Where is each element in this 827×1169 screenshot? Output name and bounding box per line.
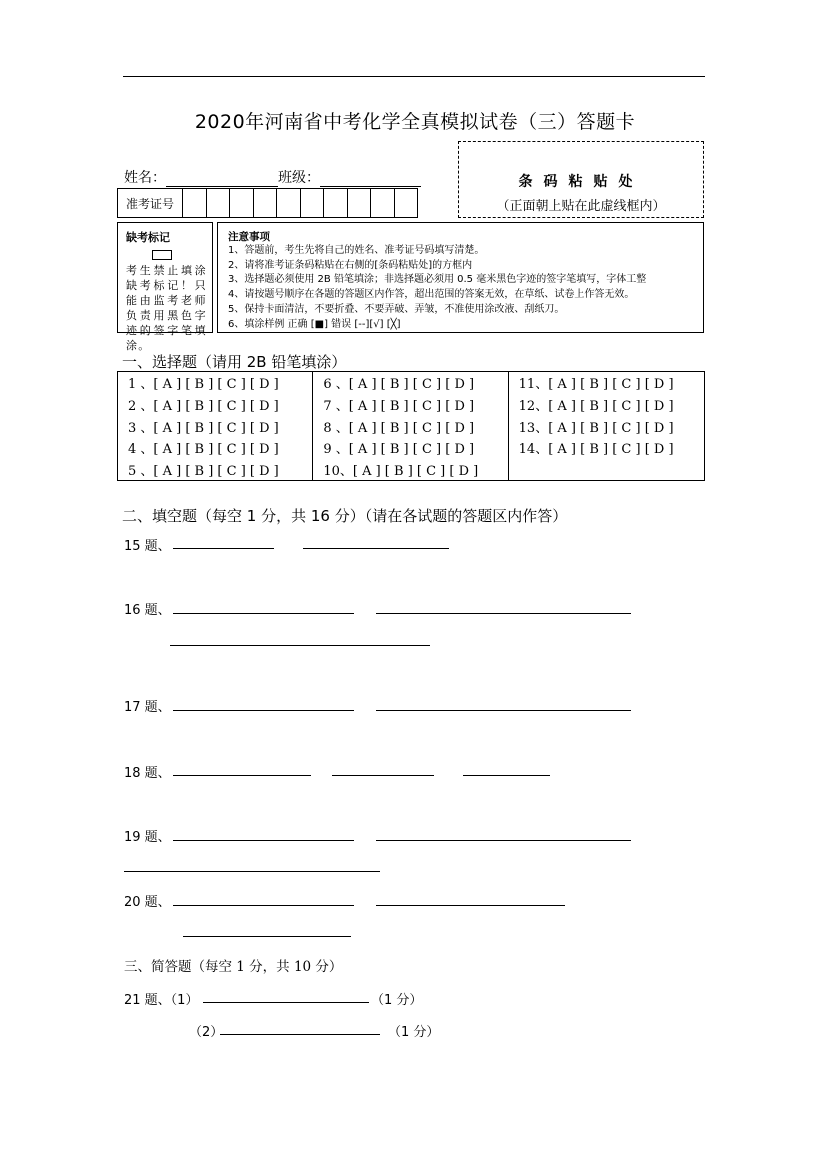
notes-heading: 注意事项 [228, 231, 270, 243]
notes-item: 4、请按题号顺序在各题的答题区内作答，超出范围的答案无效，在草纸、试卷上作答无效。 [228, 289, 635, 301]
q16-blank[interactable] [376, 613, 631, 614]
q17-blank[interactable] [173, 710, 354, 711]
barcode-title: 条码粘贴处 [518, 174, 644, 190]
q15-blank[interactable] [303, 548, 449, 549]
exam-id-grid [117, 188, 418, 218]
absent-heading: 缺考标记 [126, 231, 170, 244]
exam-id-cell[interactable] [395, 189, 418, 217]
choice-row[interactable]: 7 、[ A ] [ B ] [ C ] [ D ] [323, 398, 475, 414]
q21-sub-label: （2） [189, 1025, 224, 1040]
exam-id-cell[interactable] [183, 189, 207, 217]
notes-box [217, 222, 704, 333]
choice-row[interactable]: 4 、[ A ] [ B ] [ C ] [ D ] [128, 442, 279, 458]
name-row [124, 167, 421, 187]
q19-blank[interactable] [124, 871, 380, 872]
choice-row[interactable]: 5 、[ A ] [ B ] [ C ] [ D ] [128, 464, 279, 480]
exam-id-cell[interactable] [324, 189, 348, 217]
top-rule [123, 76, 705, 77]
choice-column [118, 372, 313, 480]
exam-id-cell[interactable] [230, 189, 254, 217]
q19-label: 19 题、 [124, 830, 171, 845]
name-field[interactable] [166, 172, 278, 187]
q16-blank[interactable] [170, 645, 430, 646]
exam-id-cell[interactable] [207, 189, 231, 217]
exam-id-cell[interactable] [371, 189, 395, 217]
choice-row[interactable]: 10、[ A ] [ B ] [ C ] [ D ] [323, 464, 479, 480]
q19-blank[interactable] [376, 840, 631, 841]
notes-item: 2、请将准考证条码粘贴在右侧的[条码粘贴处]的方框内 [228, 259, 473, 271]
section1-title: 一、选择题（请用 2B 铅笔填涂） [122, 353, 347, 371]
exam-id-cell[interactable] [254, 189, 278, 217]
choice-column [509, 372, 704, 480]
choice-grid [117, 371, 705, 481]
exam-id-label: 准考证号 [118, 189, 183, 217]
q20-blank[interactable] [183, 936, 351, 937]
q17-blank[interactable] [376, 710, 631, 711]
absent-checkbox[interactable] [152, 250, 172, 260]
barcode-subtitle: （正面朝上贴在此虚线框内） [496, 199, 666, 214]
q18-blank[interactable] [173, 775, 311, 776]
q15-blank[interactable] [173, 548, 274, 549]
exam-id-cell[interactable] [348, 189, 372, 217]
choice-row[interactable]: 12、[ A ] [ B ] [ C ] [ D ] [518, 398, 674, 414]
choice-row[interactable]: 6 、[ A ] [ B ] [ C ] [ D ] [323, 377, 475, 392]
notes-item: 1、答题前，考生先将自己的姓名、准考证号码填写清楚。 [228, 245, 485, 256]
section2-title: 二、填空题（每空 1 分，共 16 分）（请在各试题的答题区内作答） [122, 507, 568, 525]
class-field[interactable] [320, 172, 421, 187]
q21-blank[interactable] [220, 1034, 380, 1035]
absent-text: 考生禁止填涂缺考标记！只能由监考老师负责用黑色字迹的签字笔填涂。 [126, 264, 207, 352]
notes-item: 3、选择题必须使用 2B 铅笔填涂；非选择题必须用 0.5 毫米黑色字迹的签字笔填写，字体工整 [228, 274, 647, 286]
page-title: 2020年河南省中考化学全真模拟试卷（三）答题卡 [194, 111, 636, 133]
choice-column [313, 372, 508, 480]
q18-label: 18 题、 [124, 766, 171, 781]
name-label: 姓名： [124, 170, 166, 186]
absent-mark-box [117, 222, 213, 352]
q21-score: （1 分） [371, 993, 423, 1008]
q21-score: （1 分） [388, 1025, 440, 1040]
choice-row[interactable]: 2 、[ A ] [ B ] [ C ] [ D ] [128, 398, 279, 414]
notes-item: 5、保持卡面清洁，不要折叠、不要弄破、弄皱，不准使用涂改液、刮纸刀。 [228, 303, 565, 315]
q18-blank[interactable] [463, 775, 550, 776]
q21-label: 21 题、（1） [124, 993, 199, 1008]
choice-row[interactable]: 1 、[ A ] [ B ] [ C ] [ D ] [128, 377, 279, 392]
exam-id-cell[interactable] [301, 189, 325, 217]
q16-blank[interactable] [173, 613, 354, 614]
q20-blank[interactable] [173, 905, 354, 906]
q16-label: 16 题、 [124, 603, 171, 618]
choice-row[interactable]: 14、[ A ] [ B ] [ C ] [ D ] [518, 442, 674, 458]
choice-row[interactable]: 13、[ A ] [ B ] [ C ] [ D ] [518, 420, 674, 436]
class-label: 班级： [278, 170, 320, 186]
q21-blank[interactable] [203, 1002, 369, 1003]
section3-title: 三、简答题（每空 1 分，共 10 分） [124, 959, 343, 975]
q20-label: 20 题、 [124, 895, 171, 910]
q17-label: 17 题、 [124, 700, 171, 715]
q20-blank[interactable] [376, 905, 565, 906]
q15-label: 15 题、 [124, 539, 171, 554]
q19-blank[interactable] [173, 840, 354, 841]
choice-row[interactable]: 11、[ A ] [ B ] [ C ] [ D ] [518, 377, 674, 392]
barcode-area[interactable] [458, 141, 704, 218]
q18-blank[interactable] [332, 775, 434, 776]
exam-id-cell[interactable] [277, 189, 301, 217]
choice-row[interactable]: 3 、[ A ] [ B ] [ C ] [ D ] [128, 420, 279, 436]
choice-row[interactable]: 9 、[ A ] [ B ] [ C ] [ D ] [323, 442, 475, 458]
choice-row[interactable]: 8 、[ A ] [ B ] [ C ] [ D ] [323, 420, 475, 436]
notes-item: 6、填涂样例 正确 [■] 错误 [--][√] [╳] [228, 318, 401, 330]
